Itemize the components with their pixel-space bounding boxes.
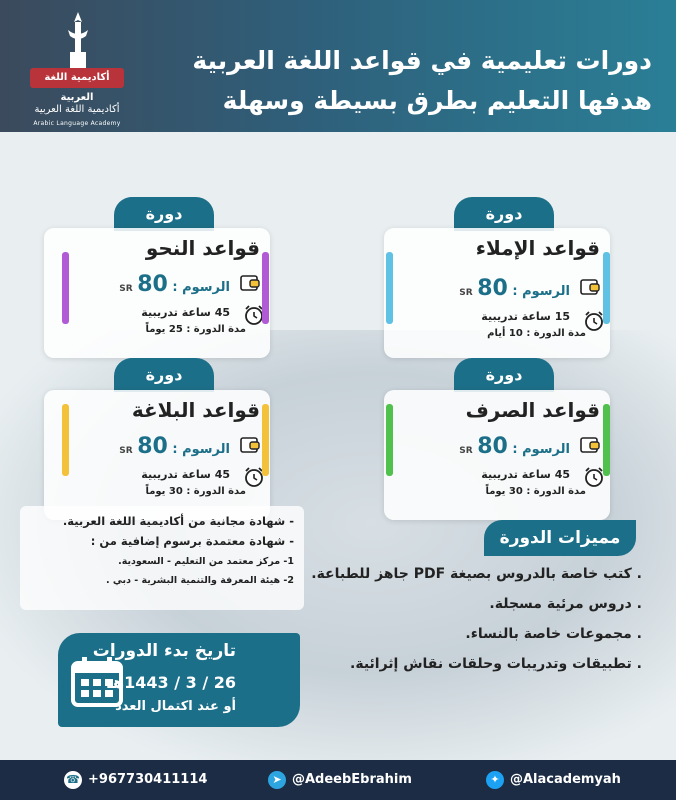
- fee-label: الرسوم :: [512, 442, 570, 457]
- features-heading: مميزات الدورة: [484, 520, 636, 556]
- course-tab-nahw: دورة: [114, 197, 214, 231]
- fee-value: 80: [477, 434, 508, 459]
- fee-value: 80: [137, 272, 168, 297]
- course-tab-sarf: دورة: [454, 358, 554, 392]
- accent-strip-right: [603, 252, 610, 324]
- fee-value: 80: [137, 434, 168, 459]
- course-fee: [459, 276, 570, 301]
- subheadline: هدفها التعليم بطرق بسيطة وسهلة: [222, 86, 652, 115]
- benefit-line: 1- مركز معتمد من التعليم - السعودية.: [118, 556, 294, 567]
- torch-logo-icon: [60, 10, 96, 70]
- course-fee: [119, 434, 230, 459]
- phone-contact[interactable]: [64, 770, 207, 790]
- course-card-imla[interactable]: [384, 228, 610, 358]
- fee-currency: SR: [459, 288, 473, 298]
- phone-icon: ☎: [64, 771, 82, 789]
- logo-arabic-name: أكاديمية اللغة العربية: [34, 104, 120, 115]
- course-hours: 15 ساعة تدريبية: [481, 310, 570, 323]
- course-hours: 45 ساعة تدريبية: [481, 468, 570, 481]
- course-hours: 45 ساعة تدريبية: [141, 468, 230, 481]
- start-label: تاريخ بدء الدورات: [92, 641, 236, 661]
- twitter-handle: @Alacademyah: [510, 772, 621, 787]
- course-duration: مدة الدورة : 25 يوماً: [145, 324, 246, 335]
- feature-item: . تطبيقات وتدريبات وحلقات نقاش إثرائية.: [350, 656, 642, 672]
- fee-label: الرسوم :: [512, 284, 570, 299]
- telegram-handle: @AdeebEbrahim: [292, 772, 412, 787]
- course-duration: مدة الدورة : 30 يوماً: [485, 486, 586, 497]
- wallet-icon: [578, 434, 602, 456]
- headline: دورات تعليمية في قواعد اللغة العربية: [192, 46, 652, 75]
- course-title: قواعد الصرف: [465, 398, 600, 422]
- fee-currency: SR: [119, 446, 133, 456]
- feature-item: . دروس مرئية مسجلة.: [489, 596, 642, 612]
- telegram-icon: ➤: [268, 771, 286, 789]
- academy-logo: [22, 8, 132, 126]
- course-card-sarf[interactable]: [384, 390, 610, 520]
- course-title: قواعد النحو: [145, 236, 260, 260]
- telegram-contact[interactable]: [268, 770, 412, 790]
- feature-item: . مجموعات خاصة بالنساء.: [465, 626, 642, 642]
- accent-strip-right: [603, 404, 610, 476]
- benefit-line: - شهادة معتمدة برسوم إضافية من :: [90, 534, 294, 548]
- wallet-icon: [238, 434, 262, 456]
- course-hours: 45 ساعة تدريبية: [141, 306, 230, 319]
- course-duration: مدة الدورة : 30 يوماً: [145, 486, 246, 497]
- accent-strip-left: [386, 252, 393, 324]
- twitter-icon: ✦: [486, 771, 504, 789]
- accent-strip-right: [262, 404, 269, 476]
- feature-item: . كتب خاصة بالدروس بصيغة PDF جاهز للطباعة.: [311, 566, 642, 582]
- accent-strip-left: [62, 252, 69, 324]
- fee-value: 80: [477, 276, 508, 301]
- start-date: 26 / 3 / 1443هـ: [107, 673, 236, 692]
- accent-strip-left: [62, 404, 69, 476]
- course-duration: مدة الدورة : 10 أيام: [487, 328, 586, 339]
- course-fee: [459, 434, 570, 459]
- footer-bar: [0, 760, 676, 800]
- start-note: أو عند اكتمال العدد: [115, 699, 236, 714]
- fee-currency: SR: [119, 284, 133, 294]
- accent-strip-left: [386, 404, 393, 476]
- fee-currency: SR: [459, 446, 473, 456]
- start-date-box: [58, 633, 300, 727]
- logo-english-name: Arabic Language Academy: [33, 120, 121, 127]
- course-title: قواعد البلاغة: [131, 398, 260, 422]
- header-banner: [0, 0, 676, 132]
- twitter-contact[interactable]: [486, 770, 621, 790]
- wallet-icon: [578, 276, 602, 298]
- logo-plate: أكاديمية اللغة العربية: [30, 68, 124, 88]
- course-card-nahw[interactable]: [44, 228, 270, 358]
- course-tab-balagha: دورة: [114, 358, 214, 392]
- fee-label: الرسوم :: [172, 280, 230, 295]
- benefit-line: - شهادة مجانية من أكاديمية اللغة العربية.: [62, 514, 294, 528]
- benefit-line: 2- هيئة المعرفة والتنمية البشرية - دبي .: [106, 575, 294, 586]
- accent-strip-right: [262, 252, 269, 324]
- course-tab-imla: دورة: [454, 197, 554, 231]
- certificates-box: [20, 506, 304, 610]
- wallet-icon: [238, 272, 262, 294]
- phone-number: +967730411114: [88, 772, 208, 787]
- course-card-balagha[interactable]: [44, 390, 270, 520]
- course-fee: [119, 272, 230, 297]
- course-title: قواعد الإملاء: [475, 236, 600, 260]
- fee-label: الرسوم :: [172, 442, 230, 457]
